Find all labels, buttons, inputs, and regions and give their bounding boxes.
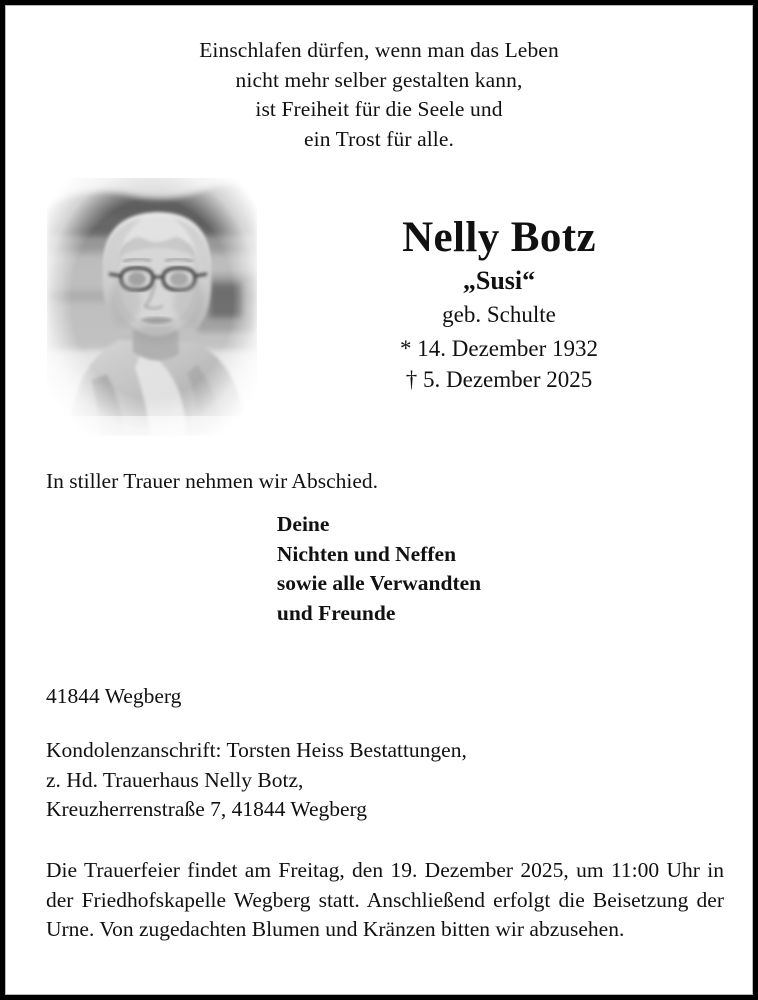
verse-line-2: nicht mehr selber gestalten kann,: [235, 67, 523, 92]
condolence-address: [46, 736, 467, 825]
verse-line-4: ein Trost für alle.: [303, 126, 454, 151]
birth-date-line: * 14. Dezember 1932: [400, 336, 598, 361]
portrait-photo-container: [47, 178, 257, 436]
deceased-maiden-name: geb. Schulte: [442, 302, 556, 327]
memorial-verse: [6, 36, 752, 154]
condolence-line-3: Kreuzherrenstraße 7, 41844 Wegberg: [46, 797, 368, 821]
obituary-notice-inner-border: [5, 5, 753, 995]
mourners-line-1: Deine: [276, 512, 330, 536]
funeral-service-details: [46, 856, 724, 945]
death-date-line: † 5. Dezember 2025: [405, 367, 593, 392]
farewell-text: In stiller Trauer nehmen wir Abschied.: [46, 469, 379, 493]
mourners-block: [6, 510, 752, 628]
condolence-line-2: z. Hd. Trauerhaus Nelly Botz,: [46, 767, 304, 792]
portrait-photo: [47, 178, 257, 436]
obituary-content: [6, 6, 752, 994]
deceased-name: Nelly Botz: [402, 214, 596, 261]
mourners-line-4: und Freunde: [276, 600, 396, 625]
deceased-nickname: „Susi“: [462, 266, 536, 295]
verse-line-3: ist Freiheit für die Seele und: [255, 97, 503, 121]
funeral-service-text: Die Trauerfeier findet am Freitag, den 19. Dezember 2025, um 11:00 Uhr in der Friedhofskapelle Wegberg statt. Anschließend erfolgt die Beisetzung der Urne. Von zugedachten Blumen und Kränzen bitten wir abzusehen.: [46, 858, 724, 941]
mourners-line-2: Nichten und Neffen: [276, 541, 457, 566]
place-line: 41844 Wegberg: [46, 684, 182, 708]
condolence-line-1: Kondolenzanschrift: Torsten Heiss Bestattungen,: [46, 738, 467, 762]
deceased-details: [264, 213, 734, 395]
verse-line-1: Einschlafen dürfen, wenn man das Leben: [199, 38, 559, 62]
mourners-list: [277, 510, 481, 628]
mourners-line-3: sowie alle Verwandten: [276, 571, 482, 595]
